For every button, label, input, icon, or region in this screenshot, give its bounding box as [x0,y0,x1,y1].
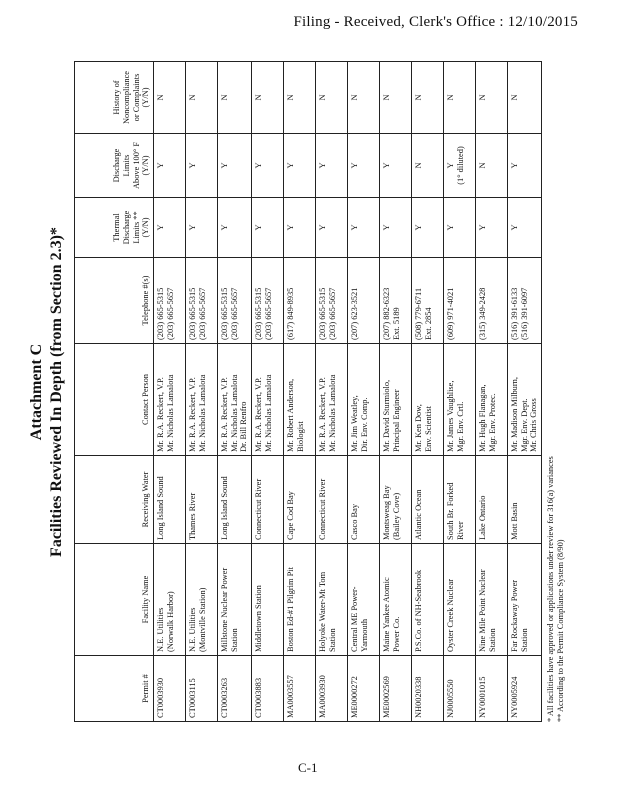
column-header [75,544,154,656]
column-header [75,456,154,544]
telephone-cell [379,258,411,344]
footnote: * All facilities have approved or applications under review for 316(a) variances [546,456,555,722]
cell-line: Holyoke Water-Mt Tom [317,571,327,652]
cell-line: Millstone Nuclear Power [220,567,229,652]
column-header [75,62,154,134]
document-title: Attachment C [28,343,45,441]
cell-line: Boston Ed-#1 Pilgrim Pit [285,567,295,652]
telephone-cell [251,258,283,344]
facility-name-cell [443,544,475,656]
noncompliance-history-cell: N [283,62,315,134]
cell-line: Oyster Creek Nuclear [445,578,455,652]
cell-line: Long Island Sound [156,476,165,540]
cell-line: Discharge [112,148,122,183]
cell-line: (516) 391-6133 [509,287,519,340]
table-row [507,62,541,722]
table-row [251,62,283,722]
cell-line: (315) 349-2428 [477,287,487,340]
telephone-cell [315,258,347,344]
above-100f-cell [186,134,218,198]
cell-line: Atlantic Ocean [413,489,423,540]
column-header [75,198,154,258]
contact-person-cell [379,344,411,456]
cell-line: Thermal [112,213,122,242]
thermal-limits-cell: Y [315,198,347,258]
cell-line: (203) 665-5657 [197,287,207,340]
cell-line: (508) 779-6711 [413,287,423,340]
cell-line: (617) 849-8935 [285,287,295,340]
cell-line: (207) 882-6323 [381,287,391,340]
filing-stamp: Filing - Received, Clerk's Office : 12/10/2015 [293,14,578,30]
contact-person-cell [186,344,218,456]
thermal-limits-cell: Y [347,198,379,258]
permit-cell: NY0005924 [507,656,541,722]
cell-line: Principal Engineer [391,389,401,452]
cell-line: Ext. 2854 [423,307,433,340]
above-100f-value: Y [253,162,263,169]
cell-line: Discharge [122,210,132,245]
cell-line: River [455,521,465,540]
column-header [75,134,154,198]
noncompliance-history-cell: N [475,62,507,134]
above-100f-value: Y [156,162,165,169]
cell-line: (207) 623-3521 [349,287,359,340]
cell-line: Station [519,628,529,652]
facility-name-cell [347,544,379,656]
facility-name-cell [507,544,541,656]
thermal-limits-cell: Y [443,198,475,258]
cell-line: Mr. R.A. Reckert, V.P. [253,377,263,452]
column-header [75,344,154,456]
above-100f-cell [283,134,315,198]
footnotes [546,456,566,722]
telephone-cell [411,258,443,344]
cell-line: Mr. Madison Milburn, [509,377,519,452]
cell-line: Mr. R.A. Reckert, V.P. [220,377,229,452]
noncompliance-history-cell: N [315,62,347,134]
facility-name-cell [251,544,283,656]
cell-line: Yarmouth [359,618,369,652]
telephone-cell [347,258,379,344]
permit-cell: ME0000272 [347,656,379,722]
table-row [347,62,379,722]
cell-line: Permit # [141,674,151,703]
thermal-limits-cell: Y [379,198,411,258]
receiving-water-cell [154,456,186,544]
above-100f-cell [154,134,186,198]
above-100f-value: Y [445,162,455,169]
noncompliance-history-cell: N [379,62,411,134]
cell-line: (Norwalk Harbor) [165,591,175,652]
table-row [411,62,443,722]
noncompliance-history-cell: N [186,62,218,134]
contact-person-cell [507,344,541,456]
cell-line: Mr. Jim Weatley, [349,395,359,452]
cell-line: Connecticut River [317,478,327,540]
cell-line: Maine Yankee Atomic [381,577,391,652]
cell-line: Nine Mile Point Nuclear [477,569,487,652]
cell-line: Mott Basin [509,502,519,540]
cell-line: (Montville Station) [197,587,207,652]
cell-line: (203) 665-5315 [220,287,229,340]
above-100f-value: N [413,162,423,169]
contact-person-cell [251,344,283,456]
facilities-table [74,61,542,722]
cell-line: Ext. 5189 [391,307,401,340]
cell-line: Station [327,628,337,652]
cell-line: Mr. R.A. Reckert, V.P. [317,377,327,452]
facility-name-cell [475,544,507,656]
cell-line: (203) 665-5657 [263,287,273,340]
cell-line: (Y/N) [141,87,151,108]
cell-line: Receiving Water [141,471,151,528]
permit-cell: NJ0005550 [443,656,475,722]
above-100f-value: Y [317,162,327,169]
above-100f-cell [379,134,411,198]
thermal-limits-cell: Y [283,198,315,258]
cell-line: Station [229,628,239,652]
thermal-limits-cell: Y [507,198,541,258]
table-row [315,62,347,722]
cell-line: History of [112,80,122,115]
telephone-cell [507,258,541,344]
cell-line: (203) 665-5315 [317,287,327,340]
cell-line: Mgr. Env. Dept. [519,398,529,452]
thermal-limits-cell: Y [475,198,507,258]
table-row [283,62,315,722]
cell-line: N.E. Utilities [188,607,197,652]
receiving-water-cell [186,456,218,544]
cell-line: Mgr. Env. Crtl. [455,401,465,452]
receiving-water-cell [475,456,507,544]
cell-line: Dir. Env. Comp. [359,397,369,452]
cell-line: Mr. Chris Gross [529,398,539,452]
column-header [75,258,154,344]
cell-line: Mr. James Vaughlise, [445,380,455,452]
above-100f-value: Y [381,162,391,169]
cell-line: (609) 971-4021 [445,287,455,340]
cell-line: Montsweag Bay [381,485,391,540]
cell-line: Mr. Nicholas Lamalota [263,374,273,452]
receiving-water-cell [251,456,283,544]
thermal-limits-cell: Y [251,198,283,258]
cell-line: Cape Cod Bay [285,491,295,540]
cell-line: Limits ** [131,211,141,244]
table-row [218,62,252,722]
cell-line: (203) 665-5657 [229,287,239,340]
cell-line: Station [487,628,497,652]
cell-line: Mr. Nicholas Lamalota [229,374,239,452]
above-100f-note: (1° diluted) [455,146,465,185]
permit-cell: MA0003557 [283,656,315,722]
above-100f-cell [411,134,443,198]
cell-line: Mr. Nicholas Lamalota [197,374,207,452]
cell-line: Mr. Ken Dow, [413,404,423,452]
above-100f-value: Y [220,162,229,169]
receiving-water-cell [315,456,347,544]
noncompliance-history-cell: N [411,62,443,134]
cell-line: Mr. Hugh Flanagan, [477,384,487,452]
column-header [75,656,154,722]
facility-name-cell [315,544,347,656]
permit-cell: NH0020338 [411,656,443,722]
receiving-water-cell [218,456,252,544]
permit-cell: NY0001015 [475,656,507,722]
cell-line: (203) 665-5657 [327,287,337,340]
cell-line: N.E. Utilities [156,607,165,652]
facility-name-cell [283,544,315,656]
telephone-cell [443,258,475,344]
above-100f-cell [315,134,347,198]
cell-line: Long Island Sound [220,476,229,540]
contact-person-cell [475,344,507,456]
cell-line: Env. Scientist [423,406,433,452]
telephone-cell [186,258,218,344]
cell-line: (203) 665-5315 [188,287,197,340]
cell-line: P.S.Co. of NH-Seabrook [413,569,423,652]
above-100f-cell [475,134,507,198]
cell-line: Mr. David Sturmiolo, [381,379,391,452]
permit-cell: ME0002569 [379,656,411,722]
telephone-cell [218,258,252,344]
facility-name-cell [186,544,218,656]
cell-line: (Y/N) [141,155,151,176]
footnote: ** According to the Permit Compliance System (8/90) [556,539,566,722]
receiving-water-cell [379,456,411,544]
cell-line: Limits [122,154,132,177]
permit-cell: MA0003930 [315,656,347,722]
noncompliance-history-cell: N [507,62,541,134]
permit-cell: CT0003883 [251,656,283,722]
noncompliance-history-cell: N [251,62,283,134]
contact-person-cell [315,344,347,456]
cell-line: (203) 665-5315 [156,287,165,340]
cell-line: Casco Bay [349,503,359,540]
cell-line: Mr. Nicholas Lamalota [327,374,337,452]
above-100f-value: N [477,162,487,169]
table-row [443,62,475,722]
cell-line: (Y/N) [141,217,151,238]
document-subtitle: Facilities Reviewed In Depth (from Section 2.3)* [48,227,65,557]
telephone-cell [475,258,507,344]
cell-line: Mr. Robert Anderson, [285,378,295,452]
contact-person-cell [347,344,379,456]
thermal-limits-cell: Y [411,198,443,258]
above-100f-value: Y [188,162,197,169]
cell-line: Mr. R.A. Reckert, V.P. [156,377,165,452]
receiving-water-cell [443,456,475,544]
cell-line: Above 100° F [131,141,141,190]
above-100f-cell [251,134,283,198]
cell-line: (516) 391-6097 [519,287,529,340]
noncompliance-history-cell: N [154,62,186,134]
thermal-limits-cell: Y [186,198,218,258]
cell-line: or Complaints [131,73,141,122]
cell-line: Facility Name [141,575,151,624]
cell-line: (203) 665-5657 [165,287,175,340]
rotated-document-sheet [28,62,588,722]
cell-line: (Bailey Cove) [391,492,401,540]
above-100f-cell [443,134,475,198]
cell-line: Connecticut River [253,478,263,540]
table-body [154,62,542,722]
cell-line: Contact Person [141,374,151,425]
above-100f-cell [507,134,541,198]
contact-person-cell [283,344,315,456]
permit-cell: CT0003930 [154,656,186,722]
table-row [379,62,411,722]
noncompliance-history-cell: N [443,62,475,134]
table-header-row [75,62,154,722]
noncompliance-history-cell: N [347,62,379,134]
cell-line: Mr. Nicholas Lamalota [165,374,175,452]
table-row [186,62,218,722]
contact-person-cell [218,344,252,456]
above-100f-value: Y [285,162,295,169]
table-row [475,62,507,722]
above-100f-cell [347,134,379,198]
thermal-limits-cell: Y [218,198,252,258]
facility-name-cell [154,544,186,656]
cell-line: Telephone #(s) [141,275,151,326]
cell-line: Middletown Station [253,585,263,652]
cell-line: Lake Ontario [477,495,487,540]
title-block [28,62,66,722]
above-100f-value: Y [509,162,519,169]
cell-line: Power Co. [391,616,401,652]
cell-line: Mgr. Env. Protec. [487,393,497,452]
contact-person-cell [443,344,475,456]
noncompliance-history-cell: N [218,62,252,134]
receiving-water-cell [347,456,379,544]
cell-line: Thames River [188,492,197,540]
cell-line: Mr. R.A. Reckert, V.P. [188,377,197,452]
cell-line: Biologist [295,421,305,452]
permit-cell: CT0003263 [218,656,252,722]
facility-name-cell [411,544,443,656]
receiving-water-cell [411,456,443,544]
cell-line: Noncompliance [122,70,132,125]
receiving-water-cell [507,456,541,544]
facility-name-cell [218,544,252,656]
cell-line: (203) 665-5315 [253,287,263,340]
cell-line: South Br. Forked [445,482,455,540]
cell-line: Central ME Power- [349,586,359,652]
above-100f-cell [218,134,252,198]
telephone-cell [154,258,186,344]
page-number: C-1 [298,760,318,775]
cell-line: Far Rockaway Power [509,579,519,652]
contact-person-cell [154,344,186,456]
thermal-limits-cell: Y [154,198,186,258]
contact-person-cell [411,344,443,456]
above-100f-value: Y [349,162,359,169]
table-row [154,62,186,722]
facility-name-cell [379,544,411,656]
cell-line: Dr. Bill Renfro [239,401,249,452]
telephone-cell [283,258,315,344]
receiving-water-cell [283,456,315,544]
permit-cell: CT0003115 [186,656,218,722]
